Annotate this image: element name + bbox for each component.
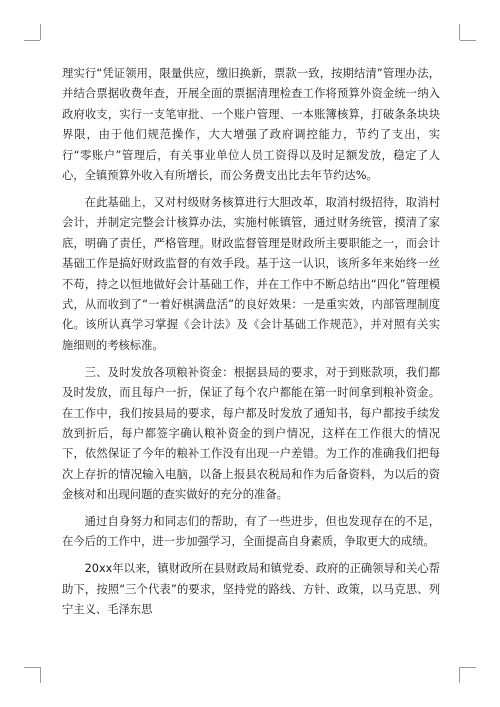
paragraph-village-finance-reform: 在此基础上，又对村级财务核算进行大胆改革，取消村级招待，取消村会计，并制定完整会计核算办法，实施村帐镇管，通过财务统管，摸清了家底，明确了责任，严格管理。财政监督管理是财政所主要职能之一，而会计基础工作是搞好财政监督的有效手段。基于这一认识，该所多年来始终一丝不苟，持之以恒地做好会计基础工作，并在工作中不断总结出“四化”管理模式，从而收到了“一着好棋满盘活”的良好效果：一是重实效，内部管理制度化。该所认真学习掌握《会计法》及《会计基础工作规范》，并对照有关实施细则的考核标准。 — [62, 195, 440, 352]
crop-mark-bottom-right-horizontal — [460, 667, 476, 668]
crop-mark-top-left-vertical — [40, 24, 41, 40]
paragraph-annual-summary: 20xx年以来，镇财政所在县财政局和镇党委、政府的正确领导和关心帮助下，按照“三个代表”的要求，坚持党的路线、方针、政策，以马克思、列宁主义、毛泽东思 — [62, 562, 440, 617]
crop-mark-top-left-horizontal — [24, 40, 40, 41]
paragraph-grain-subsidy: 三、及时发放各项粮补资金：根据县局的要求，对于到账款项，我们都及时发放，而且每户一折，保证了每个农户都能在第一时间拿到粮补资金。在工作中，我们按县局的要求，每户都及时发放了通知书，每户都按手续发放到折后，每户都签字确认粮补资金的到户情况，这样在工作很大的情况下，依然保证了今年的粮补工作没有出现一户差错。为工作的准确我们把每次上存折的情况输入电脑，以备上报县农税局和作为后备资料，为以后的资金核对和出现问题的查实做好的充分的准备。 — [62, 365, 440, 502]
paragraph-voucher-management: 理实行“凭证领用，限量供应，缴旧换新，票款一致，按期结清”管理办法，并结合票据收费年查，开展全面的票据清理检查工作将预算外资金统一纳入政府收支，实行一支笔审批、一个账户管理、一本账簿核算，打破条条块块界限，由于他们规范操作，大大增强了政府调控能力，节约了支出，实行“零账户”管理后，有关事业单位人员工资得以及时足额发放，稳定了人心，全镇预算外收入有所增长，而公务费支出比去年节约达%。 — [62, 67, 440, 183]
crop-mark-top-right-horizontal — [460, 40, 476, 41]
crop-mark-bottom-left-horizontal — [24, 667, 40, 668]
paragraph-self-improvement: 通过自身努力和同志们的帮助，有了一些进步，但也发现存在的不足，在今后的工作中，进一步加强学习，全面提高自身素质，争取更大的成绩。 — [62, 515, 440, 549]
crop-mark-top-right-vertical — [459, 24, 460, 40]
crop-mark-bottom-left-vertical — [40, 667, 41, 683]
crop-mark-bottom-right-vertical — [459, 667, 460, 683]
document-body — [62, 64, 440, 627]
